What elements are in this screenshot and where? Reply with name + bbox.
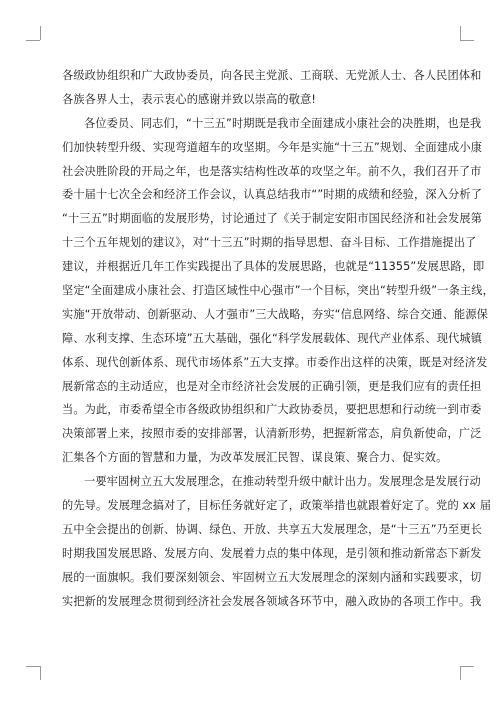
paragraph (62, 64, 482, 112)
text-line: 十三个五年规划的建议》，对“十三五”时期的指导思想、奋斗目标、工作措施提出了 (62, 236, 477, 250)
crop-mark-bottom-right-h (460, 666, 474, 667)
text-line: 各级政协组织和广大政协委员，向各民主党派、工商联、无党派人士、各人民团体和 (62, 69, 482, 82)
text-line: 实施“开放带动、创新驱动、人才强市”三大战略，夯实“信息网络、综合交通、能源保 (62, 307, 488, 321)
text-line: 体系、现代创新体系、现代市场体系”五大支撑。市委作出这样的决策，既是对经济发 (62, 355, 488, 369)
text-line: 建议，并根据近几年工作实践提出了具体的发展思路，也就是“11355”发展思路，即 (62, 260, 485, 274)
text-line: 的先导。发展理念搞对了，目标任务就好定了，政策举措也就跟着好定了。党的 xx 届 (62, 499, 492, 513)
text-line: 汇集各个方面的智慧和力量，为改革发展汇民智、谋良策、聚合力、促实效。 (62, 451, 448, 465)
text-line: 障、水利支撑、生态环境”五大基础，强化“科学发展载体、现代产业体系、现代城镇 (62, 331, 483, 345)
text-line: 们加快转型升级、实现弯道超车的攻坚期。今年是实施“十三五”规划、全面建成小康 (62, 140, 483, 154)
text-line: 时期我国发展思路、发展方向、发展着力点的集中体现，是引领和推动新常态下新发 (62, 546, 482, 560)
text-line: 一要牢固树立五大发展理念，在推动转型升级中献计出力。发展理念是发展行动 (84, 475, 481, 489)
crop-mark-top-left-h (26, 40, 40, 41)
text-line: 决策部署上来，按照市委的安排部署，认清新形势，把握新常态，肩负新使命，广泛 (62, 427, 482, 441)
text-line: 委十届十七次全会和经济工作会议，认真总结我市“”时期的成绩和经验，深入分析了 (62, 188, 483, 202)
text-line: 展的一面旗帜。我们要深刻领会、牢固树立五大发展理念的深刻内涵和实践要求，切 (62, 570, 482, 584)
crop-mark-bottom-left-h (26, 666, 40, 667)
crop-mark-top-right-h (460, 40, 474, 41)
text-line: 社会决胜阶段的开局之年，也是落实结构性改革的攻坚之年。前不久，我们召开了市 (62, 164, 482, 178)
text-line: 五中全会提出的创新、协调、绿色、开放、共享五大发展理念，是“十三五”乃至更长 (62, 522, 483, 536)
crop-mark-bottom-right-v (460, 666, 461, 680)
paragraph (62, 112, 494, 470)
paragraph (62, 470, 492, 613)
text-line: 展新常态的主动适应，也是对全市经济社会发展的正确引领，更是我们应有的责任担 (62, 379, 482, 393)
text-line: 坚定“全面建成小康社会、打造区域性中心强市”一个目标，突出“转型升级”一条主线， (62, 284, 494, 298)
text-line: 各族各界人士，表示衷心的感谢并致以崇高的敬意! (62, 92, 317, 106)
text-line: 各位委员、同志们，“十三五”时期既是我市全面建成小康社会的决胜期，也是我 (84, 116, 482, 130)
crop-mark-top-right-v (460, 26, 461, 40)
text-line: 当。为此，市委希望全市各级政协组织和广大政协委员，要把思想和行动统一到市委 (62, 403, 482, 417)
text-line: 实把新的发展理念贯彻到经济社会发展各领域各环节中，融入政协的各项工作中。我 (62, 594, 482, 608)
text-line: “十三五”时期面临的发展形势，讨论通过了《关于制定安阳市国民经济和社会发展第 (62, 212, 483, 226)
crop-mark-top-left-v (40, 26, 41, 40)
document-body (62, 64, 494, 613)
crop-mark-bottom-left-v (40, 666, 41, 680)
